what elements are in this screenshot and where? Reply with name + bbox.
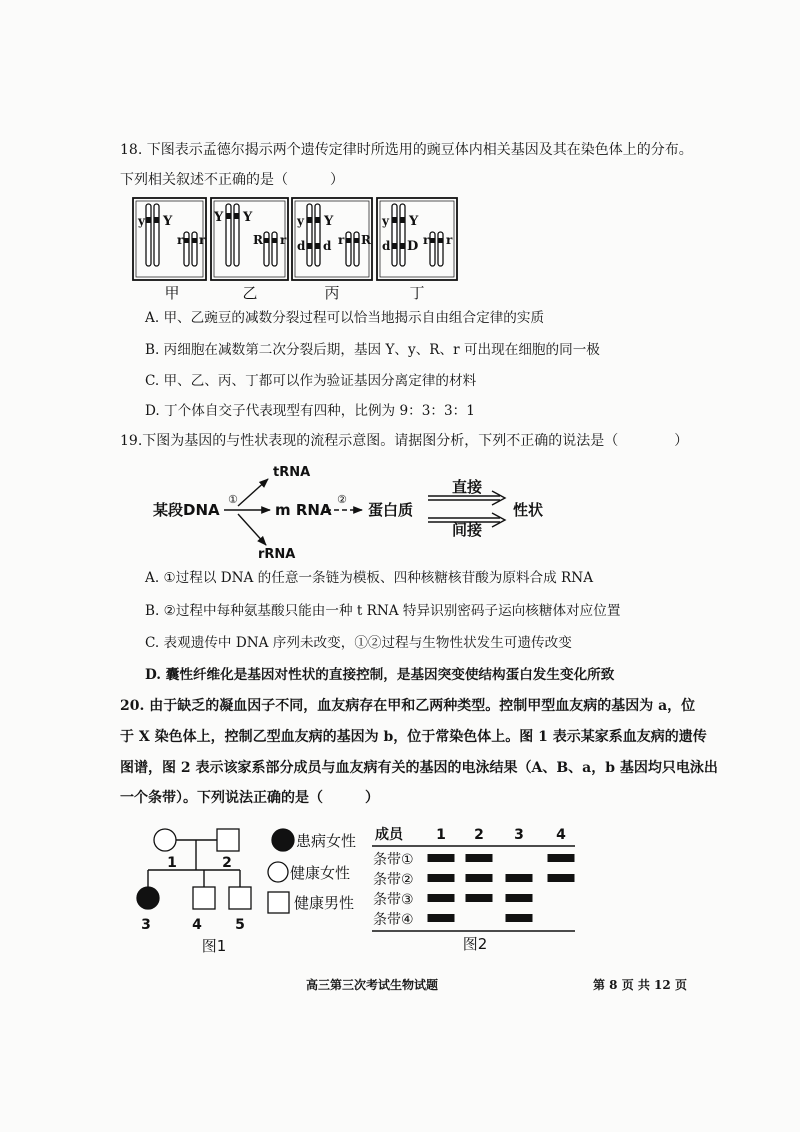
short-chromosome (272, 232, 277, 266)
gene-label: r (446, 233, 453, 247)
gene-label: r (280, 233, 287, 247)
gene-label: r (338, 233, 345, 247)
short-chromosome (184, 232, 189, 266)
gene-locus (400, 243, 405, 249)
gene-label: Y (409, 214, 419, 229)
gel-band (466, 874, 493, 882)
q19-stem: 19.下图为基因的与性状表现的流程示意图。请据图分析，下列不正确的说法是（ ） (120, 433, 689, 449)
gene-label: R (361, 233, 371, 247)
q18-option-c: C. 甲、乙、丙、丁都可以作为验证基因分离定律的材料 (145, 373, 477, 389)
gel-member-header: 3 (514, 827, 524, 843)
gel-row-label: 条带④ (373, 912, 414, 928)
footer-title: 高三第三次考试生物试题 (306, 978, 439, 992)
gene-label: y (382, 214, 389, 228)
step2-marker: ② (337, 493, 347, 506)
short-chromosome (430, 232, 435, 266)
gel-row-label: 条带② (373, 872, 414, 888)
gene-locus (192, 238, 197, 243)
short-chromosome (354, 232, 359, 266)
member-number: 1 (167, 855, 177, 871)
member-number: 4 (192, 917, 202, 933)
long-chromosome (146, 204, 151, 266)
legend-healthy-female-icon (268, 862, 288, 882)
gene-label: d (382, 239, 391, 253)
gene-label: D (407, 239, 419, 254)
cell-caption: 甲 (164, 284, 180, 302)
gel-band (428, 914, 455, 922)
q18-option-a: A. 甲、乙豌豆的减数分裂过程可以恰当地揭示自由组合定律的实质 (145, 310, 545, 326)
cell-caption: 丙 (324, 284, 340, 302)
q20-stem-line3: 图谱，图 2 表示该家系部分成员与血友病有关的基因的电泳结果（A、B、a，b 基因均只电泳出 (120, 760, 718, 776)
q20-stem-line1: 20. 由于缺乏的凝血因子不同，血友病存在甲和乙两种类型。控制甲型血友病的基因为 a，位 (120, 698, 696, 714)
q18-option-d: D. 丁个体自交子代表现型有四种，比例为 9：3：3：1 (145, 403, 475, 419)
gene-label: Y (214, 210, 224, 225)
q19-option-b: B. ②过程中每种氨基酸只能由一种 t RNA 特异识别密码子运向核糖体对应位置 (145, 603, 621, 619)
gene-locus (430, 238, 435, 243)
gel-member-header: 4 (556, 827, 566, 843)
indirect-label: 间接 (452, 521, 483, 539)
cell-caption: 乙 (242, 284, 258, 302)
cell-yi (211, 198, 288, 302)
arrow-head (492, 491, 505, 505)
member-5-healthy-male (229, 887, 251, 909)
rrna-label: rRNA (258, 547, 296, 562)
gene-locus (438, 238, 443, 243)
q19-option-c: C. 表观遗传中 DNA 序列未改变，①②过程与生物性状发生可遗传改变 (145, 635, 572, 651)
q18-option-b: B. 丙细胞在减数第二次分裂后期，基因 Y、y、R、r 可出现在细胞的同一极 (145, 342, 600, 358)
figure2-caption: 图2 (462, 935, 488, 953)
trait-label: 性状 (513, 501, 544, 519)
member-3-affected-female (137, 887, 159, 909)
gene-locus (354, 238, 359, 243)
gene-locus (315, 217, 320, 223)
gel-band (466, 894, 493, 902)
dna-label: 某段DNA (153, 501, 220, 519)
gene-locus (315, 243, 320, 249)
gel-band (428, 894, 455, 902)
q19-flow-diagram (140, 455, 560, 567)
long-chromosome (307, 204, 312, 266)
q18-chromosome-figure (128, 192, 468, 304)
gene-locus (272, 238, 277, 243)
arrow-to-rrna (238, 514, 266, 545)
trna-label: tRNA (273, 465, 311, 480)
long-chromosome (315, 204, 320, 266)
cell-caption: 丁 (409, 284, 425, 302)
gel-band (548, 854, 575, 862)
legend-affected-female-icon (272, 829, 294, 851)
legend-affected-female: 患病女性 (296, 832, 357, 850)
member-2-healthy-male (217, 829, 239, 851)
short-chromosome (438, 232, 443, 266)
legend-healthy-male: 健康男性 (294, 894, 355, 912)
gene-label: d (323, 239, 332, 253)
pedigree-legend (268, 829, 356, 913)
gene-locus (392, 217, 397, 223)
gene-locus (307, 243, 312, 249)
member-number: 2 (222, 855, 232, 871)
protein-label: 蛋白质 (368, 501, 414, 519)
gel-band (428, 874, 455, 882)
q20-stem-line2: 于 X 染色体上，控制乙型血友病的基因为 b，位于常染色体上。图 1 表示某家系血友病的遗传 (120, 729, 707, 745)
long-chromosome (392, 204, 397, 266)
gene-label: r (199, 233, 206, 247)
arrow-to-trna (238, 479, 268, 506)
cell-bing (292, 198, 372, 302)
cell-ding (377, 198, 457, 302)
pedigree-figure (130, 820, 370, 960)
step1-marker: ① (228, 493, 238, 506)
gel-member-header: 2 (474, 827, 484, 843)
gene-label: Y (163, 214, 173, 229)
legend-healthy-male-icon (268, 892, 289, 913)
gel-band (428, 854, 455, 862)
short-chromosome (264, 232, 269, 266)
gel-row-label: 条带③ (373, 892, 414, 908)
gene-locus (146, 217, 151, 223)
member-number: 5 (235, 917, 245, 933)
legend-healthy-female: 健康女性 (290, 864, 351, 882)
arrow-head (492, 513, 505, 527)
gene-label: d (297, 239, 306, 253)
gel-band (506, 914, 533, 922)
gene-locus (264, 238, 269, 243)
q19-option-d: D. 囊性纤维化是基因对性状的直接控制，是基因突变使结构蛋白发生变化所致 (145, 667, 615, 683)
mrna-label: m RNA (275, 501, 332, 519)
gene-label: R (253, 233, 263, 247)
long-chromosome (154, 204, 159, 266)
gel-member-header: 1 (436, 827, 446, 843)
gel-row-label: 条带① (373, 852, 414, 868)
gel-band (548, 874, 575, 882)
gene-label: r (423, 233, 430, 247)
gene-locus (234, 213, 239, 219)
member-1-healthy-female (154, 829, 176, 851)
gene-locus (307, 217, 312, 223)
electrophoresis-figure (368, 820, 583, 955)
gene-locus (226, 213, 231, 219)
gene-label: Y (243, 210, 253, 225)
gene-locus (392, 243, 397, 249)
q20-stem-line4: 一个条带）。下列说法正确的是（ ） (120, 790, 379, 806)
short-chromosome (346, 232, 351, 266)
cell-jia (133, 198, 206, 302)
gene-locus (184, 238, 189, 243)
gene-locus (346, 238, 351, 243)
gene-label: Y (324, 214, 334, 229)
gene-label: y (297, 214, 304, 228)
gel-content (373, 827, 575, 928)
gel-band (506, 874, 533, 882)
gene-label: y (138, 214, 145, 228)
figure1-caption: 图1 (201, 937, 227, 955)
short-chromosome (192, 232, 197, 266)
gel-band (466, 854, 493, 862)
member-4-healthy-male (193, 887, 215, 909)
direct-label: 直接 (452, 478, 483, 496)
q18-stem-line2: 下列相关叙述不正确的是（ ） (120, 172, 344, 188)
footer-page-number: 第 8 页 共 12 页 (593, 978, 687, 992)
q19-option-a: A. ①过程以 DNA 的任意一条链为模板、四种核糖核苷酸为原料合成 RNA (145, 570, 594, 586)
member-number: 3 (141, 917, 151, 933)
q18-stem-line1: 18. 下图表示孟德尔揭示两个遗传定律时所选用的豌豆体内相关基因及其在染色体上的分布。 (120, 142, 693, 158)
long-chromosome (400, 204, 405, 266)
gene-locus (400, 217, 405, 223)
gel-band (506, 894, 533, 902)
gene-label: r (177, 233, 184, 247)
gel-header-label: 成员 (375, 827, 403, 843)
gene-locus (154, 217, 159, 223)
